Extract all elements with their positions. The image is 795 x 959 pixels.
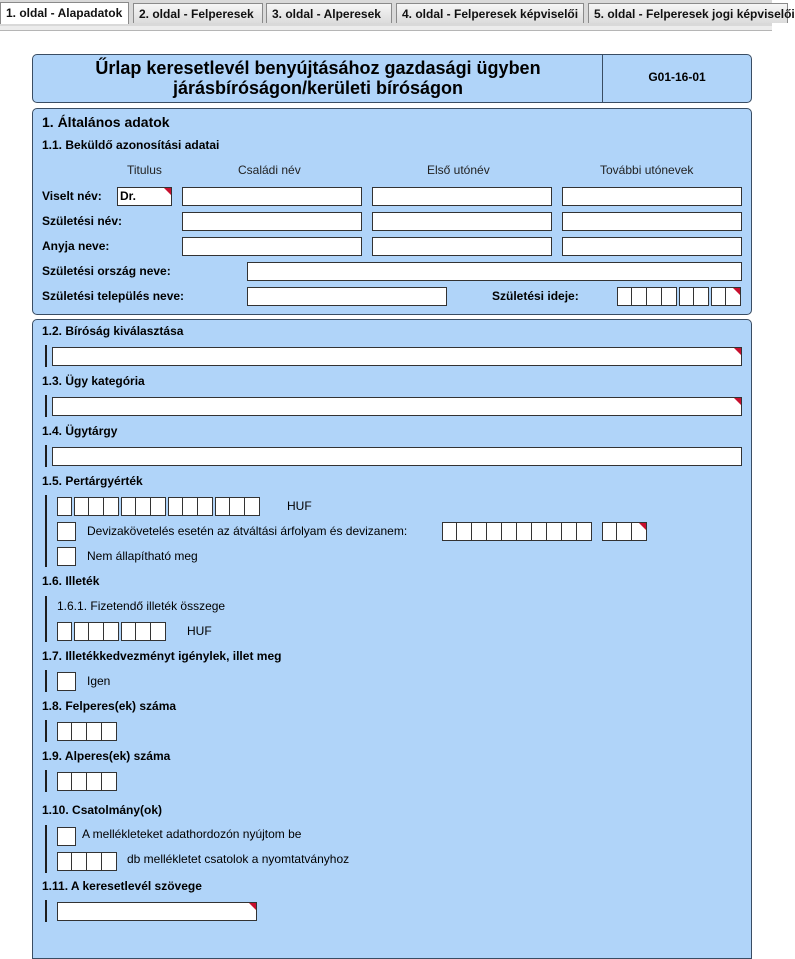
tab-alapadatok[interactable]: 1. oldal - Alapadatok xyxy=(0,2,129,24)
label-birth-date: Születési ideje: xyxy=(492,289,579,303)
subject-bar xyxy=(45,445,47,467)
attachments-on-media-checkbox[interactable] xyxy=(57,827,76,846)
not-determinable-label: Nem állapítható meg xyxy=(87,549,198,563)
fee-discount-checkbox[interactable] xyxy=(57,672,76,691)
attachment-count-label: db mellékletet csatolok a nyomtatványhoz xyxy=(127,852,350,866)
birth-date-field[interactable] xyxy=(617,287,741,306)
attachments-on-media-label: A mellékleteket adathordozón nyújtom be xyxy=(82,827,302,841)
mother-first-field[interactable] xyxy=(372,237,552,256)
col-first-name: Első utónév xyxy=(427,163,490,177)
label-fee-discount: 1.7. Illetékkedvezményt igénylek, illet meg xyxy=(42,649,282,663)
fee-discount-yes-label: Igen xyxy=(87,674,111,688)
court-bar xyxy=(45,345,47,367)
general-heading: 1. Általános adatok xyxy=(42,114,170,130)
label-fee: 1.6. Illeték xyxy=(42,574,100,588)
label-claim-value: 1.5. Pertárgyérték xyxy=(42,474,143,488)
foreign-currency-checkbox[interactable] xyxy=(57,522,76,541)
case-category-select[interactable] xyxy=(52,397,742,416)
fee-payable-label: 1.6.1. Fizetendő illeték összege xyxy=(57,599,226,613)
label-claim-text: 1.11. A keresetlevél szövege xyxy=(42,879,202,893)
discount-bar xyxy=(45,670,47,692)
currency-code-field[interactable] xyxy=(602,522,647,541)
label-defendant-count: 1.9. Alperes(ek) száma xyxy=(42,749,171,763)
not-determinable-checkbox[interactable] xyxy=(57,547,76,566)
court-select[interactable] xyxy=(52,347,742,366)
case-subject-field[interactable] xyxy=(52,447,742,466)
attachments-bar xyxy=(45,825,47,873)
birth-family-field[interactable] xyxy=(182,212,362,231)
tab-felperesek-jogi-kepviseloi[interactable]: 5. oldal - Felperesek jogi képviselői xyxy=(588,3,788,23)
tab-felperesek-kepviseloi[interactable]: 4. oldal - Felperesek képviselői xyxy=(396,3,584,23)
tab-underline xyxy=(0,26,772,31)
fee-currency: HUF xyxy=(187,624,212,638)
sender-heading: 1.1. Beküldő azonosítási adatai xyxy=(42,138,220,152)
claim-value-bar xyxy=(45,495,47,567)
exchange-rate-field[interactable] xyxy=(442,522,592,541)
col-further-names: További utónevek xyxy=(600,163,694,177)
label-viselt-nev: Viselt név: xyxy=(42,189,102,203)
birth-place-field[interactable] xyxy=(247,287,447,306)
label-case-subject: 1.4. Ügytárgy xyxy=(42,424,118,438)
label-court: 1.2. Bíróság kiválasztása xyxy=(42,324,184,338)
mother-family-field[interactable] xyxy=(182,237,362,256)
claim-value-currency: HUF xyxy=(287,499,312,513)
attachment-count-field[interactable] xyxy=(57,852,117,871)
birth-first-field[interactable] xyxy=(372,212,552,231)
label-birth-place: Születési település neve: xyxy=(42,289,185,303)
mother-further-field[interactable] xyxy=(562,237,742,256)
viselt-further-field[interactable] xyxy=(562,187,742,206)
col-family-name: Családi név xyxy=(238,163,301,177)
form-title-line2: járásbíróságon/kerületi bíróságon xyxy=(172,78,464,98)
col-titulus: Titulus xyxy=(127,163,162,177)
label-attachments: 1.10. Csatolmány(ok) xyxy=(42,803,163,817)
tab-felperesek[interactable]: 2. oldal - Felperesek xyxy=(133,3,263,23)
birth-further-field[interactable] xyxy=(562,212,742,231)
titulus-field[interactable]: Dr. xyxy=(117,187,172,206)
plaintiff-count-bar xyxy=(45,720,47,742)
label-szuletesi-nev: Születési név: xyxy=(42,214,123,228)
form-header xyxy=(32,54,752,103)
viselt-family-field[interactable] xyxy=(182,187,362,206)
viselt-first-field[interactable] xyxy=(372,187,552,206)
fee-amount-field[interactable] xyxy=(57,622,166,641)
label-case-category: 1.3. Ügy kategória xyxy=(42,374,145,388)
label-anyja-neve: Anyja neve: xyxy=(42,239,110,253)
claim-text-bar xyxy=(45,900,47,922)
tab-alperesek[interactable]: 3. oldal - Alperesek xyxy=(266,3,392,23)
plaintiff-count-field[interactable] xyxy=(57,722,117,741)
foreign-currency-label: Devizakövetelés esetén az átváltási árfolyam és devizanem: xyxy=(87,524,408,538)
form-title-line1: Űrlap keresetlevél benyújtásához gazdasági ügyben xyxy=(95,58,541,78)
label-plaintiff-count: 1.8. Felperes(ek) száma xyxy=(42,699,177,713)
form-code: G01-16-01 xyxy=(648,70,706,84)
defendant-count-bar xyxy=(45,770,47,792)
form-title xyxy=(33,58,603,98)
tab-bar xyxy=(0,0,795,27)
category-bar xyxy=(45,395,47,417)
claim-text-field[interactable] xyxy=(57,902,257,921)
claim-value-field[interactable] xyxy=(57,497,260,516)
birth-country-field[interactable] xyxy=(247,262,742,281)
fee-bar xyxy=(45,596,47,642)
defendant-count-field[interactable] xyxy=(57,772,117,791)
label-birth-country: Születési ország neve: xyxy=(42,264,171,278)
